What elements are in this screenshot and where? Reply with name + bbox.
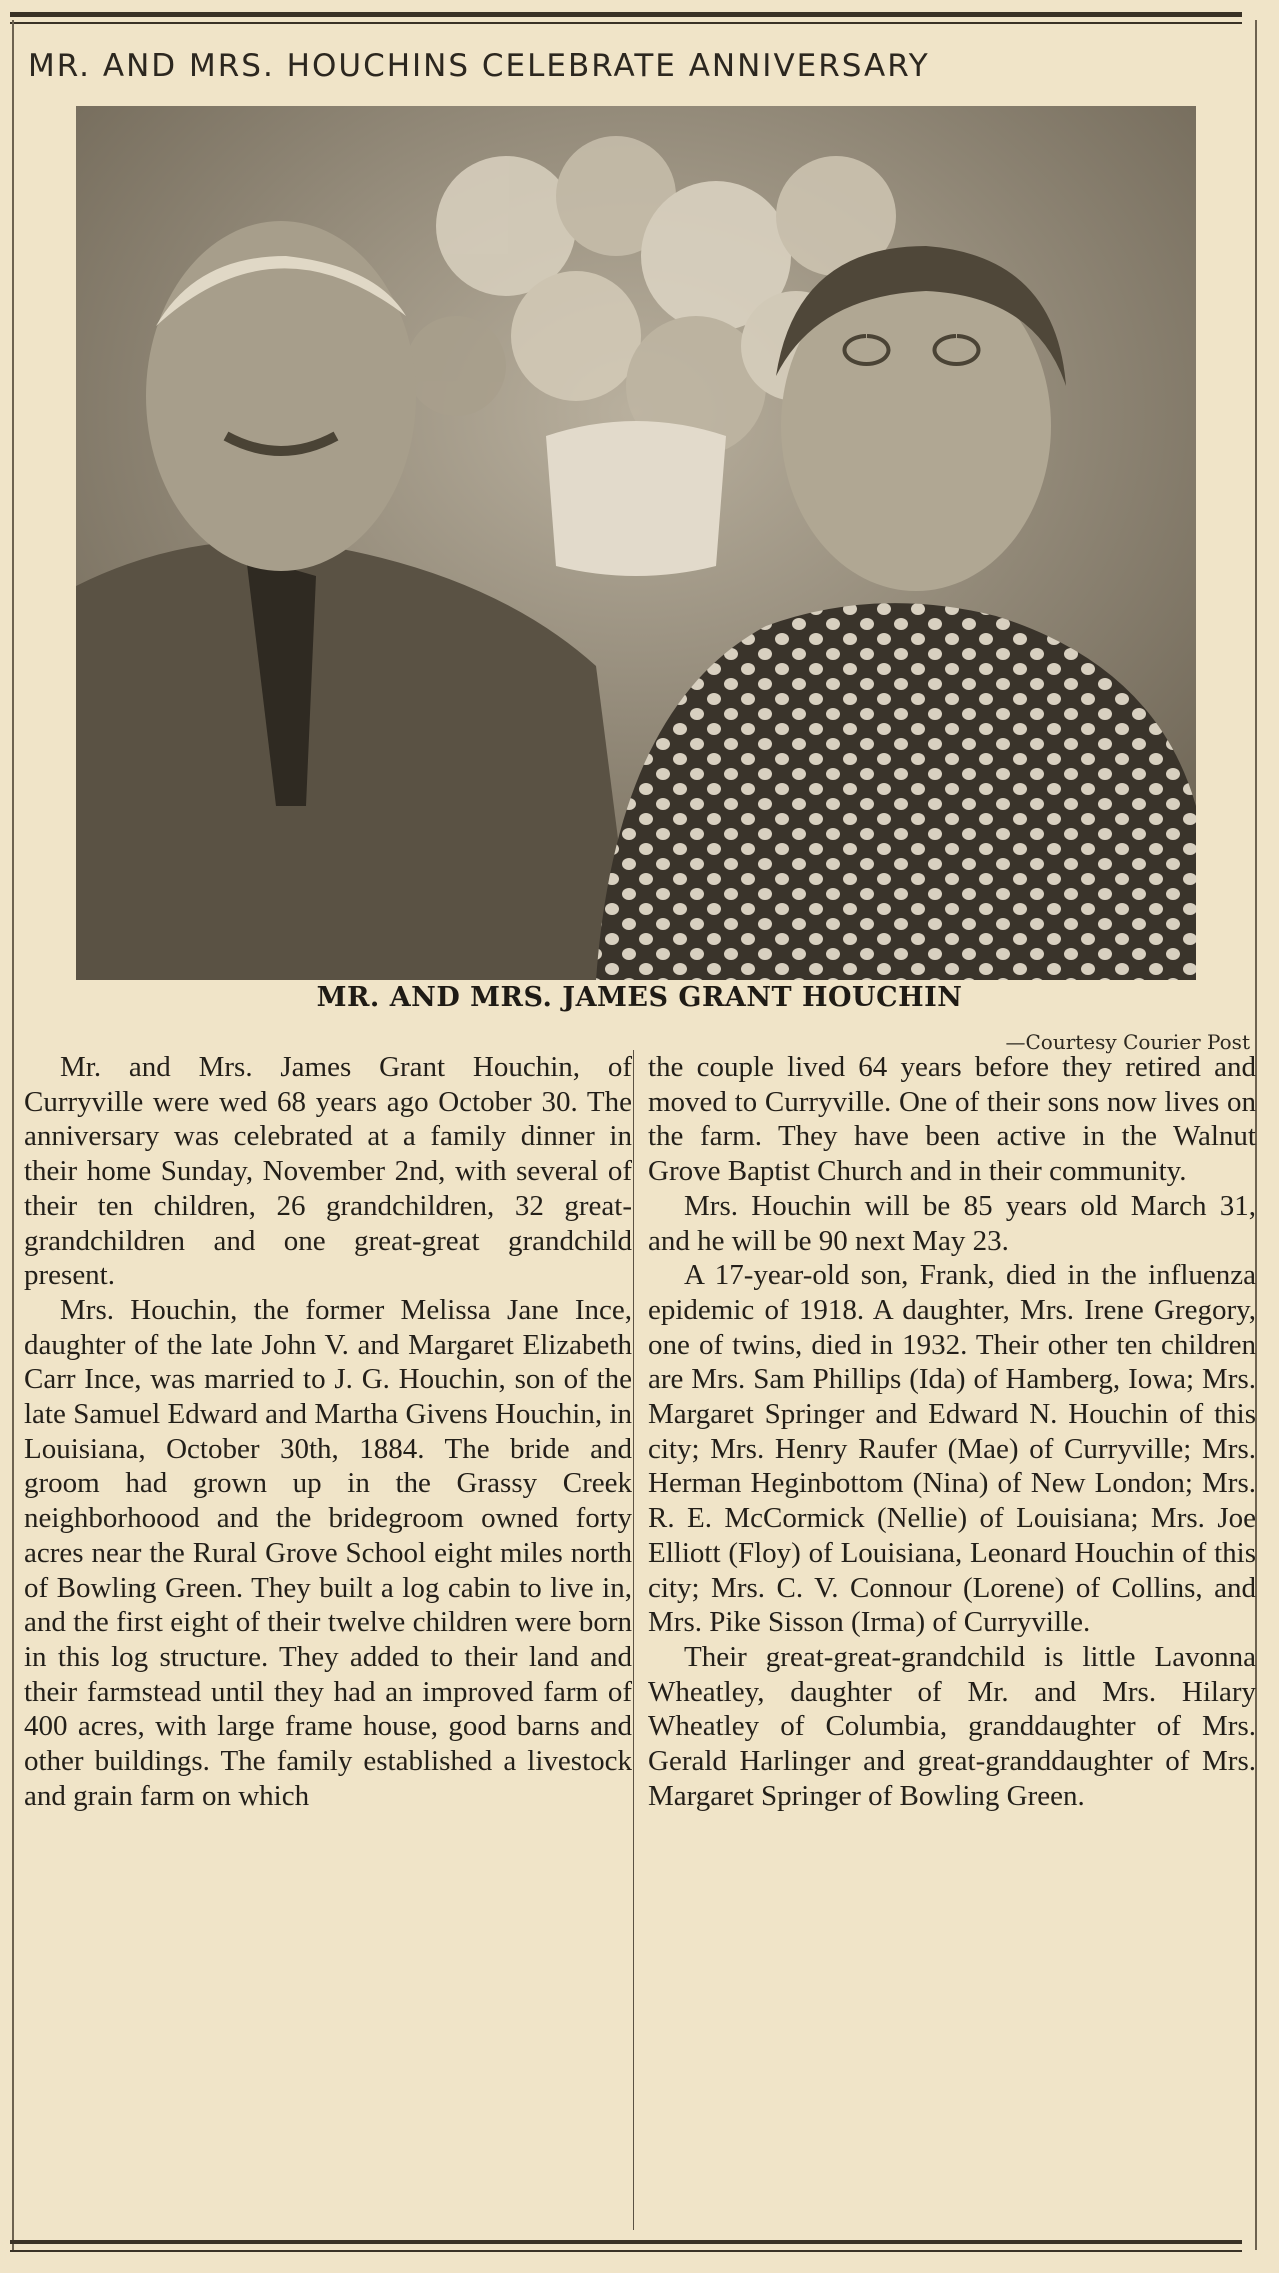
couple-photo [76, 106, 1196, 980]
paragraph: Mr. and Mrs. James Grant Houchin, of Curryville were wed 68 years ago October 30. The anniversary was celebrated at a family dinner in their home Sunday, November 2nd, with several of their ten children, 26 grandchildren, 32 great-grandchildren and one great-great grandchild present. [24, 1051, 632, 1292]
photo-caption: MR. AND MRS. JAMES GRANT HOUCHIN [316, 982, 963, 1013]
photo-credit: —Courtesy Courier Post [1005, 1030, 1250, 1054]
bottom-rule [10, 2240, 1242, 2244]
article-column-right [648, 1050, 1256, 1813]
paragraph: Mrs. Houchin will be 85 years old March 31, and he will be 90 next May 23. [648, 1189, 1256, 1257]
bottom-rule-thin [10, 2250, 1242, 2252]
top-rule-thin [10, 22, 1242, 24]
paragraph: A 17-year-old son, Frank, died in the influenza epidemic of 1918. A daughter, Mrs. Irene Gregory, one of twins, died in 1932. Their other ten children are Mrs. Sam Phillips (Ida) of Hamberg, Iowa; Mrs. Margaret Springer and Edward N. Houchin of this city; Mrs. Henry Raufer (Mae) of Curryville; Mrs. Herman Heginbottom (Nina) of New London; Mrs. R. E. McCormick (Nellie) of Louisiana; Mrs. Joe Elliott (Floy) of Louisiana, Leonard Houchin of this city; Mrs. C. V. Connour (Lorene) of Collins, and Mrs. Pike Sisson (Irma) of Curryville. [648, 1259, 1256, 1639]
headline: MR. AND MRS. HOUCHINS CELEBRATE ANNIVERSARY [28, 48, 930, 84]
top-rule [10, 12, 1242, 17]
left-border [12, 20, 14, 2250]
column-divider [633, 1050, 634, 2230]
article-column-left [24, 1050, 632, 1813]
paragraph: Mrs. Houchin, the former Melissa Jane Ince, daughter of the late John V. and Margaret Elizabeth Carr Ince, was married to J. G. Houchin, son of the late Samuel Edward and Martha Givens Houchin, in Louisiana, October 30th, 1884. The bride and groom had grown up in the Grassy Creek neighborhoood and the bridegroom owned forty acres near the Rural Grove School eight miles north of Bowling Green. They built a log cabin to live in, and the first eight of their twelve children were born in this log structure. They added to their land and their farmstead until they had an improved farm of 400 acres, with large frame house, good barns and other buildings. The family established a livestock and grain farm on which [24, 1293, 632, 1812]
paragraph: Their great-great-grandchild is little Lavonna Wheatley, daughter of Mr. and Mrs. Hilary Wheatley of Columbia, granddaughter of Mrs. Gerald Harlinger and great-granddaughter of Mrs. Margaret Springer of Bowling Green. [648, 1640, 1256, 1812]
couple-photo-image [76, 106, 1196, 980]
paragraph: the couple lived 64 years before they retired and moved to Curryville. One of their sons now lives on the farm. They have been active in the Walnut Grove Baptist Church and in their community. [648, 1051, 1256, 1188]
